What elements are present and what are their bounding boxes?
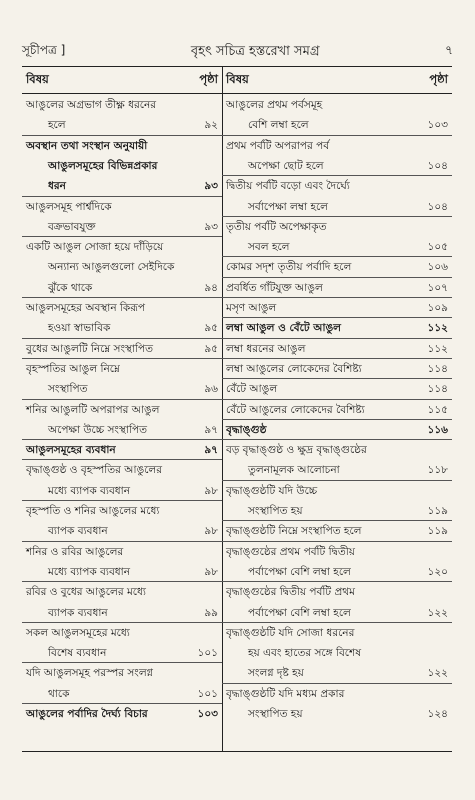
toc-entry-text: সবল হলে <box>248 241 290 254</box>
toc-entry-text: হয় এবং হাতের সঙ্গে বিশেষ <box>248 647 362 660</box>
toc-entry-line <box>222 278 452 298</box>
toc-entry-line <box>22 197 222 217</box>
toc-entry-page: ৯৭ <box>204 444 218 457</box>
toc-entry-page: ৯২ <box>204 119 218 132</box>
toc-entry-line <box>22 278 222 298</box>
toc-entry-text: বৃদ্ধাঙ্গুষ্ঠের দ্বিতীয় পর্বটি প্রথম <box>226 586 355 599</box>
toc-entry-line <box>22 298 222 318</box>
toc-entry-line <box>22 217 222 237</box>
toc-entry-text: সর্বাপেক্ষা লম্বা হলে <box>248 200 329 213</box>
toc-entry-line <box>222 440 452 460</box>
toc-entry-page: ১২৪ <box>427 708 448 720</box>
toc-entry-text: তৃতীয় পর্বটি অপেক্ষাকৃত <box>226 220 327 233</box>
toc-entry-line <box>222 176 452 196</box>
toc-entry-page: ৯৮ <box>204 565 218 578</box>
toc-entry-page: ১০৯ <box>427 302 448 314</box>
toc-entry-text: শনির আঙুলটি অপরাপর আঙুল <box>26 403 160 416</box>
toc-entry-page: ১২০ <box>427 565 448 578</box>
toc-entry-text: সংলগ্ন দৃষ্ট হয় <box>248 667 304 680</box>
toc-entry-text: প্রবর্ধিত গাঁটযুক্ত আঙুল <box>226 281 323 294</box>
toc-entry-text: আঙুলসমূহ পার্শ্বদিকে <box>26 200 112 213</box>
page-number: ৭ <box>445 43 453 57</box>
toc-entry-text: ব্যাপক ব্যবধান <box>48 606 108 619</box>
toc-entry-text: কোমর সদৃশ তৃতীয় পর্বাদি হলে <box>226 261 352 274</box>
toc-entry-line <box>22 501 222 521</box>
toc-entry-line <box>222 501 452 521</box>
toc-entry-text: তুলনামূলক আলোচনা <box>248 464 340 477</box>
toc-entry-line <box>22 136 222 156</box>
toc-entry-text: অন্যান্য আঙুলগুলো সেইদিকে <box>48 261 175 274</box>
toc-entry-page: ১২২ <box>427 606 448 619</box>
toc-entry-text: শনির ও রবির আঙুলের <box>26 545 124 558</box>
toc-entry-page: ১০৬ <box>427 261 448 274</box>
toc-entry-text: অপেক্ষা ছোট হলে <box>248 159 324 172</box>
toc-entry-text: বৃহস্পতির আঙুল নিম্নে <box>26 362 120 375</box>
toc-entry-text: লম্বা ধরনের আঙুল <box>226 342 306 355</box>
toc-entry-line <box>222 643 452 663</box>
subject-heading: বিষয় <box>26 71 49 86</box>
toc-entry-line <box>22 582 222 602</box>
toc-entry-text: বৃদ্ধাঙ্গুষ্ঠ <box>226 423 267 436</box>
toc-entry-page: ১১৬ <box>427 423 448 436</box>
toc-entry-text: বড় বৃদ্ধাঙ্গুষ্ঠ ও ক্ষুদ্র বৃদ্ধাঙ্গুষ্ঠের <box>226 444 367 457</box>
toc-entry-page: ৯৬ <box>204 383 218 396</box>
toc-entry-line <box>222 663 452 683</box>
toc-entry-text: ধরন <box>48 180 66 193</box>
toc-entry-page: ১০৪ <box>427 200 448 213</box>
toc-entry-line <box>22 420 222 440</box>
toc-entry-page: ১০৩ <box>197 708 218 720</box>
toc-entry-page: ১২২ <box>427 667 448 680</box>
toc-entry-page: ১১৪ <box>427 362 448 375</box>
toc-entry-line <box>222 156 452 176</box>
toc-entry-line <box>222 704 452 724</box>
toc-entry-line <box>222 521 452 541</box>
toc-entry-line <box>222 115 452 135</box>
toc-entry-text: আঙুলের পর্বাদির দৈর্ঘ্য বিচার <box>26 708 148 720</box>
toc-entry-page: ১১৯ <box>427 525 448 538</box>
toc-entry-text: বৃদ্ধাঙ্গুষ্ঠটি যদি মধ্যম প্রকার <box>226 687 345 700</box>
toc-entry-text: হওয়া স্বাভাবিক <box>48 322 111 335</box>
toc-left-column <box>22 67 222 751</box>
toc-entry-line <box>22 176 222 196</box>
toc-entry-line <box>222 197 452 217</box>
toc-entry-line <box>222 359 452 379</box>
subject-heading: বিষয় <box>226 71 249 86</box>
toc-entry-line <box>22 562 222 582</box>
toc-entry-page: ৯৮ <box>204 525 218 538</box>
page-heading: পৃষ্ঠা <box>429 71 448 86</box>
toc-entry-line <box>22 704 222 724</box>
toc-entry-line <box>22 440 222 460</box>
toc-entry-text: থাকে <box>48 687 70 700</box>
page-header <box>22 42 453 62</box>
toc-entry-line <box>22 359 222 379</box>
toc-entry-line <box>222 339 452 359</box>
toc-entry-line <box>22 339 222 359</box>
toc-entry-page: ৯৯ <box>204 606 218 619</box>
toc-entry-line <box>22 542 222 562</box>
toc-entry-page: ৯৫ <box>204 322 218 335</box>
toc-entry-text: বুধের আঙুলটি নিম্নে সংস্থাপিত <box>26 342 153 355</box>
toc-entry-line <box>222 420 452 440</box>
toc-entry-line <box>22 460 222 480</box>
toc-entry-page: ৯৮ <box>204 484 218 497</box>
toc-entry-line <box>22 257 222 277</box>
toc-entry-text: সংস্থাপিত হয় <box>248 505 303 517</box>
toc-entry-text: বিশেষ ব্যবধান <box>48 647 107 660</box>
toc-entry-text: সংস্থাপিত <box>48 383 88 396</box>
toc-entry-line <box>222 379 452 399</box>
toc-entry-line <box>222 298 452 318</box>
toc-entry-text: ব্যাপক ব্যবধান <box>48 525 108 538</box>
toc-entry-text: যদি আঙুলসমূহ পরস্পর সংলগ্ন <box>26 667 153 680</box>
toc-entry-text: বৃহস্পতি ও শনির আঙুলের মধ্যে <box>26 505 160 517</box>
toc-entry-line <box>22 603 222 623</box>
toc-entry-text: আঙুলের অগ্রভাগ তীক্ষ্ণ ধরনের <box>26 99 157 111</box>
header-section-label: সূচীপত্র ] <box>22 43 66 57</box>
toc-entry-line <box>222 582 452 602</box>
toc-entry-page: ৯৪ <box>204 281 218 294</box>
toc-entry-text: বৃদ্ধাঙ্গুষ্ঠ ও বৃহস্পতির আঙুলের <box>26 464 163 477</box>
toc-entry-line <box>22 237 222 257</box>
toc-entry-line <box>222 136 452 156</box>
toc-entry-text: আঙুলসমূহের বিভিন্নপ্রকার <box>48 159 158 172</box>
toc-entry-text: দ্বিতীয় পর্বটি বড়ো এবং দৈর্ঘ্যে <box>226 180 350 193</box>
toc-entry-text: লম্বা আঙুলের লোকেদের বৈশিষ্ট্য <box>226 362 362 375</box>
toc-entry-page: ১১৮ <box>427 464 448 477</box>
toc-entry-line <box>222 217 452 237</box>
toc-entry-page: ১১৯ <box>427 505 448 517</box>
toc-entry-line <box>22 521 222 541</box>
toc-entry-text: বেঁটে আঙুলের লোকেদের বৈশিষ্ট্য <box>226 403 365 416</box>
toc-entry-line <box>22 684 222 704</box>
toc-entry-text: আঙুলের প্রথম পর্বসমূহ <box>226 99 323 111</box>
toc-entry-line <box>22 643 222 663</box>
toc-entry-page: ৯৩ <box>204 180 218 193</box>
toc-entry-line <box>22 379 222 399</box>
toc-entry-page: ১১৪ <box>427 383 448 396</box>
left-column-header <box>22 67 222 94</box>
toc-entry-text: বৃদ্ধাঙ্গুষ্ঠটি যদি উচ্চে <box>226 484 318 497</box>
toc-entry-line <box>22 400 222 420</box>
toc-entry-page: ৯৩ <box>204 220 218 233</box>
toc-entry-page: ১০১ <box>197 687 218 700</box>
toc-entry-text: সকল আঙুলসমূহের মধ্যে <box>26 626 130 639</box>
toc-entry-text: রবির ও বুধের আঙুলের মধ্যে <box>26 586 146 599</box>
toc-entry-text: আঙুলসমূহের ব্যবধান <box>26 444 116 457</box>
toc-entry-line <box>222 400 452 420</box>
toc-entry-text: সংস্থাপিত হয় <box>248 708 303 720</box>
toc-entry-text: বৃদ্ধাঙ্গুষ্ঠের প্রথম পর্বটি দ্বিতীয় <box>226 545 355 558</box>
toc-entry-line <box>222 623 452 643</box>
toc-entry-line <box>222 237 452 257</box>
toc-entry-text: মধ্যে ব্যাপক ব্যবধান <box>48 565 130 578</box>
toc-entry-text: বৃদ্ধাঙ্গুষ্ঠটি যদি সোজা ধরনের <box>226 626 355 639</box>
toc-entry-page: ৯৭ <box>204 423 218 436</box>
toc-entry-text: মসৃণ আঙুল <box>226 302 277 314</box>
toc-entry-line <box>22 481 222 501</box>
toc-entry-text: একটি আঙুল সোজা হয়ে দাঁড়িয়ে <box>26 241 164 254</box>
toc-entry-line <box>222 603 452 623</box>
toc-entry-line <box>22 623 222 643</box>
right-column-header <box>222 67 452 94</box>
toc-entry-text: অবস্থান তথা সংস্থান অনুযায়ী <box>26 139 148 152</box>
toc-entry-text: বক্রভাবযুক্ত <box>48 220 96 233</box>
toc-entry-text: বেশি লম্বা হলে <box>248 119 309 132</box>
toc-entry-line <box>22 156 222 176</box>
toc-entry-line <box>222 95 452 115</box>
toc-entry-text: ঝুঁকে থাকে <box>48 281 93 294</box>
toc-entry-page: ১০১ <box>197 647 218 660</box>
toc-right-column <box>222 67 452 751</box>
toc-entry-line <box>222 562 452 582</box>
toc-entry-page: ১০৫ <box>427 241 448 254</box>
toc-entry-page: ১০৭ <box>427 281 448 294</box>
toc-entry-text: পর্বাপেক্ষা বেশি লম্বা হলে <box>248 606 351 619</box>
toc-entry-page: ১০৩ <box>427 119 448 132</box>
toc-entry-line <box>222 318 452 338</box>
toc-entry-page: ১১৫ <box>427 403 448 416</box>
toc-entry-line <box>222 481 452 501</box>
toc-entry-page: ১০৪ <box>427 159 448 172</box>
toc-entry-page: ১১২ <box>427 342 448 355</box>
toc-entry-page: ৯৫ <box>204 342 218 355</box>
toc-entry-text: আঙুলসমূহের অবস্থান কিরূপ <box>26 302 146 314</box>
toc-entry-text: অপেক্ষা উচ্চে সংস্থাপিত <box>48 423 147 436</box>
toc-entry-text: প্রথম পর্বটি অপরাপর পর্ব <box>226 139 330 152</box>
toc-entry-text: বৃদ্ধাঙ্গুষ্ঠটি নিম্নে সংস্থাপিত হলে <box>226 525 362 538</box>
toc-entry-line <box>22 318 222 338</box>
toc-entry-line <box>222 684 452 704</box>
table-of-contents <box>22 66 452 752</box>
toc-entry-line <box>222 257 452 277</box>
toc-entry-text: পর্বাপেক্ষা বেশি লম্বা হলে <box>248 565 351 578</box>
toc-entry-line <box>22 115 222 135</box>
toc-entry-line <box>22 663 222 683</box>
toc-entry-text: মধ্যে ব্যাপক ব্যবধান <box>48 484 130 497</box>
toc-entry-page: ১১২ <box>427 322 448 335</box>
book-title: বৃহৎ সচিত্র হস্তরেখা সমগ্র <box>190 43 320 59</box>
toc-entry-text: হলে <box>48 119 66 132</box>
toc-entry-line <box>222 460 452 480</box>
toc-entry-text: বেঁটে আঙুল <box>226 383 278 396</box>
toc-entry-text: লম্বা আঙুল ও বেঁটে আঙুল <box>226 322 341 335</box>
toc-entry-line <box>222 542 452 562</box>
page-heading: পৃষ্ঠা <box>199 71 218 86</box>
toc-entry-line <box>22 95 222 115</box>
